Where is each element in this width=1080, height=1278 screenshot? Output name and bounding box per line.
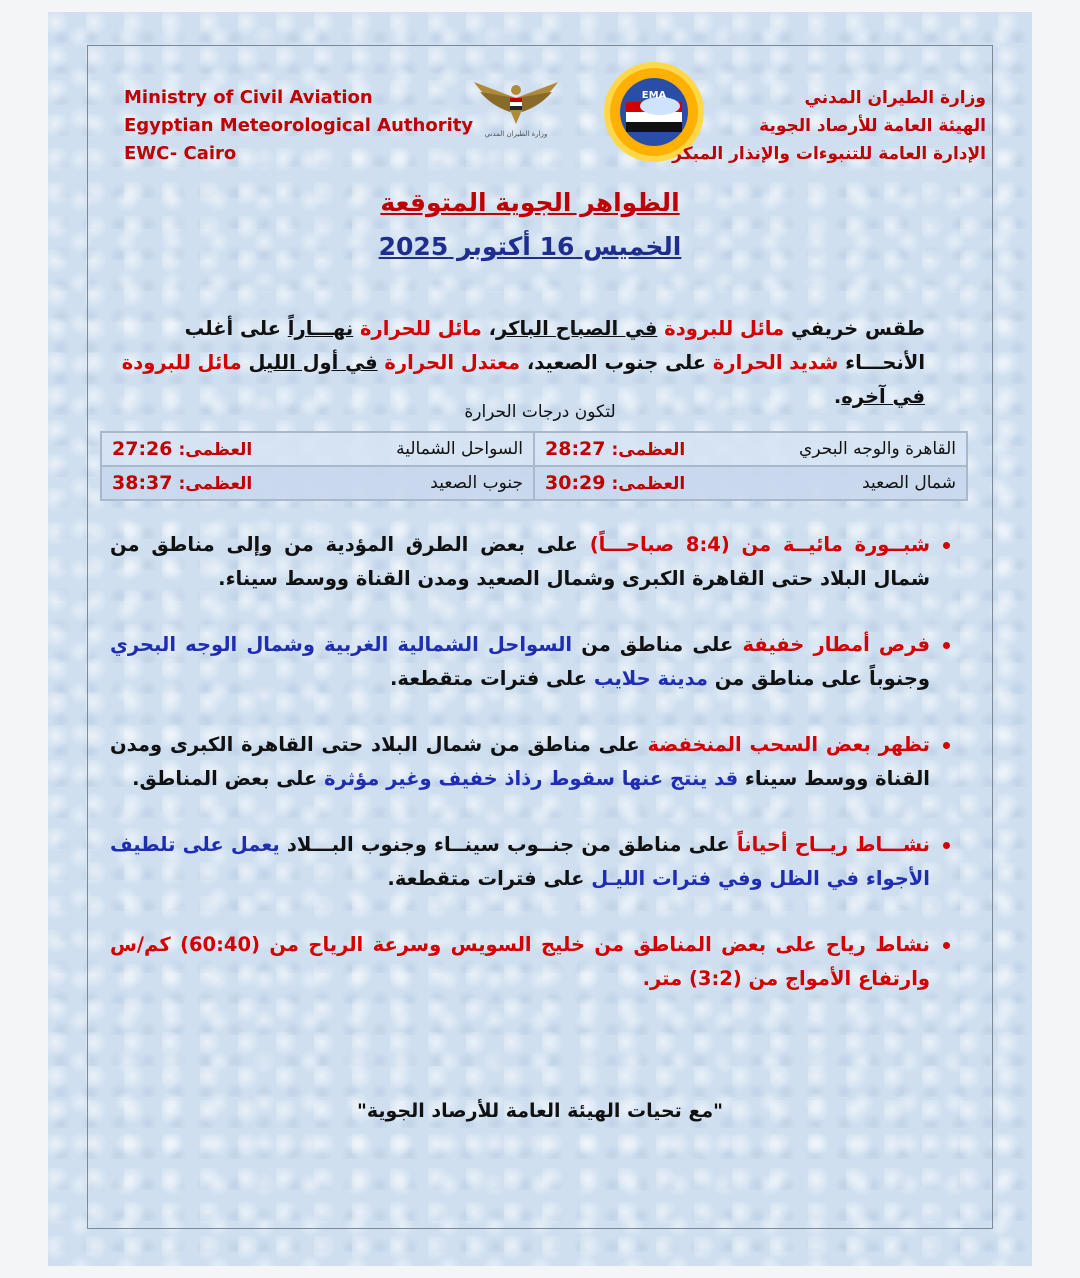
intro-highlight: شديد الحرارة (712, 351, 839, 374)
intro-text: على أغلب الأنحـــاء (184, 317, 925, 374)
table-cell (534, 466, 967, 500)
bullet-highlight: فرص أمطار خفيفة (742, 633, 931, 656)
list-item (110, 728, 930, 796)
table-cell (101, 432, 534, 466)
bullet-text: على مناطق من (572, 633, 743, 656)
ar-header-line: الإدارة العامة للتنبوءات والإنذار المبكر (672, 144, 986, 164)
max-label: العظمى: (611, 474, 686, 494)
max-temp (545, 472, 685, 494)
page-title: الظواهر الجوية المتوقعة (380, 188, 680, 217)
region-name: السواحل الشمالية (396, 439, 523, 459)
region-name: القاهرة والوجه البحري (799, 439, 956, 459)
max-value: 38:37 (112, 472, 173, 494)
max-temp (112, 438, 252, 460)
intro-highlight: مائل للبرودة (121, 351, 242, 374)
bullet-text: على فترات متقطعة. (387, 867, 592, 890)
en-header-line: Ministry of Civil Aviation (124, 87, 373, 108)
intro-highlight: معتدل الحرارة (384, 351, 521, 374)
bullet-text: وجنوباً على مناطق من (707, 667, 930, 690)
intro-paragraph (110, 312, 925, 414)
bullet-highlight: شبــورة مائيــة من (729, 533, 930, 556)
max-value: 28:27 (545, 438, 606, 460)
aviation-logo-caption: وزارة الطيران المدني (484, 130, 548, 138)
arabic-header (672, 84, 986, 168)
list-item (110, 828, 930, 896)
english-header (124, 84, 473, 168)
intro-underlined: نهـــاراً (287, 317, 354, 340)
bullet-highlight: (8:4 صباحـــاً) (589, 533, 730, 556)
list-item (110, 528, 930, 596)
max-label: العظمى: (178, 440, 253, 460)
en-header-line: EWC- Cairo (124, 143, 237, 164)
max-label: العظمى: (611, 440, 686, 460)
bullet-highlight: تظهر بعض السحب المنخفضة (647, 733, 930, 756)
forecast-bullets (110, 528, 930, 1028)
region-name: شمال الصعيد (862, 473, 956, 493)
bullet-text: على مناطق من جنــوب سينــاء وجنوب البـــلاد (279, 833, 737, 856)
max-value: 27:26 (112, 438, 173, 460)
bullet-highlight: نشـــاط ريــاح أحياناً (736, 833, 930, 856)
table-row (101, 466, 967, 500)
temperatures-label: لتكون درجات الحرارة (464, 402, 616, 422)
closing-note: "مع تحيات الهيئة العامة للأرصاد الجوية" (356, 1100, 724, 1122)
max-temp (112, 472, 252, 494)
list-item (110, 628, 930, 696)
bullet-text: على فترات متقطعة. (390, 667, 594, 690)
en-header-line: Egyptian Meteorological Authority (124, 115, 474, 136)
bullet-text: على بعض الطرق المؤدية من وإلى مناطق من شمال البلاد حتى القاهرة الكبرى وشمال الصعيد ومدن القناة ووسط سيناء. (110, 533, 930, 590)
ar-header-line: الهيئة العامة للأرصاد الجوية (759, 116, 986, 136)
table-cell (534, 432, 967, 466)
bullet-blue: قد ينتج عنها سقوط رذاذ خفيف وغير مؤثرة (324, 767, 739, 790)
bullet-blue: السواحل الشمالية الغربية وشمال الوجه البحري (110, 633, 573, 656)
intro-text: على جنوب الصعيد، (520, 351, 713, 374)
temperature-table (100, 431, 968, 501)
max-temp (545, 438, 685, 460)
intro-highlight: مائل للبرودة (664, 317, 785, 340)
intro-text: . (833, 385, 842, 408)
intro-highlight: مائل للحرارة (360, 317, 482, 340)
intro-text: طقس خريفي (784, 317, 925, 340)
intro-text: ، (481, 317, 497, 340)
bullet-blue: يعمل على تلطيف الأجواء في الظل وفي فترات الليـل (110, 833, 930, 890)
forecast-date: الخميس 16 أكتوبر 2025 (378, 232, 682, 261)
table-cell (101, 466, 534, 500)
bullet-highlight: نشاط رياح على بعض المناطق من خليج السويس وسرعة الرياح من (60:40) كم/س وارتفاع الأمواج من (3:2) متر. (110, 933, 930, 990)
max-label: العظمى: (178, 474, 253, 494)
intro-underlined: في أول الليل (248, 351, 378, 374)
max-value: 30:29 (545, 472, 606, 494)
ema-logo-text: EMA (641, 90, 667, 101)
bullet-text: على مناطق من شمال البلاد حتى القاهرة الكبرى ومدن القناة ووسط سيناء (110, 733, 930, 790)
intro-text (353, 317, 360, 340)
region-name: جنوب الصعيد (430, 473, 523, 493)
table-row (101, 432, 967, 466)
bullet-text: على بعض المناطق. (132, 767, 325, 790)
list-item (110, 928, 930, 996)
civil-aviation-logo (466, 78, 566, 150)
ar-header-line: وزارة الطيران المدني (804, 88, 986, 108)
intro-underlined: في آخره (841, 385, 925, 408)
intro-underlined: في الصباح الباكر (496, 317, 658, 340)
bullet-blue: مدينة حلايب (593, 667, 708, 690)
